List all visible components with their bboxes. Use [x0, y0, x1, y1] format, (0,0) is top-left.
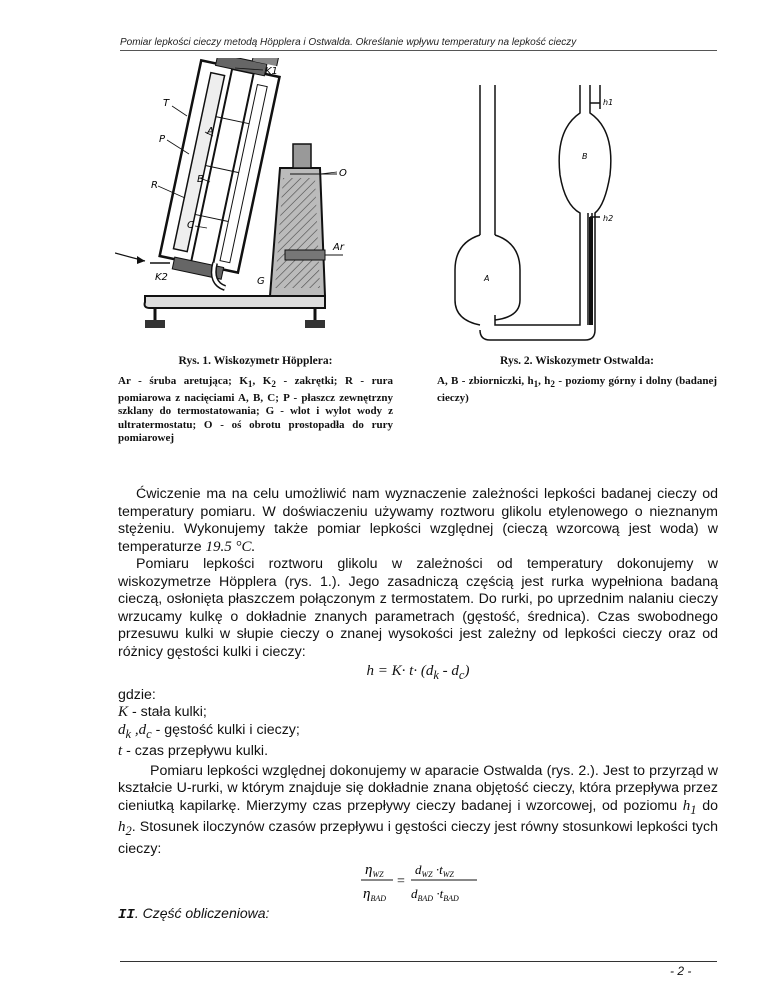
ostwald-viscometer-figure — [440, 85, 630, 350]
footer-rule — [120, 961, 717, 962]
paragraph-intro: Ćwiczenie ma na celu umożliwić nam wyznaczenie zależności lepkości badanej cieczy od temperatury pomiaru. W doświaczeniu używamy roztworu glikolu etylenowego o nieznanym stężeniu. Wykonujemy także pomiar lepkości względnej (cieczą wzorcową jest woda) w temperaturze 19.5 °C. — [118, 486, 718, 555]
label-h1: h1 — [603, 98, 614, 107]
def-d: $d_k$ $,d_c$ - gęstość kulki i cieczy; — [118, 721, 300, 741]
section-heading: II. Część obliczeniowa: — [118, 905, 270, 923]
svg-text:=: = — [397, 874, 405, 889]
figure2-title: Rys. 2. Wiskozymetr Ostwalda: — [500, 355, 654, 367]
formula-ostwald — [355, 858, 485, 904]
label-g: G — [257, 276, 265, 287]
svg-text:dBAD ·tBAD: $d_{BAD} \cdot t_{BAD}$ — [411, 886, 459, 903]
body-text — [118, 486, 718, 858]
def-t: t - czas przepływu kulki. — [118, 743, 269, 759]
running-header: Pomiar lepkości cieczy metodą Höpplera i Ostwalda. Określanie wpływu temperatury na lepkość cieczy — [120, 37, 717, 51]
where-label: gdzie: — [118, 686, 156, 703]
def-k: K - stała kulki; — [118, 704, 207, 720]
figure1-title: Rys. 1. Wiskozymetr Höpplera: — [178, 355, 333, 367]
label-h2: h2 — [603, 214, 614, 223]
label-bulb-a: A — [484, 274, 490, 283]
label-p: P — [159, 134, 166, 145]
figure1-caption: Ar - śruba aretująca; $K_1$, $K_2$ - zakrętki; R - rura pomiarowa z nacięciami A, B, C; P - płaszcz zewnętrzny szklany do termostatowania; G - wlot i wylot wody z ultratermostatu; O - oś obrotu prostopadła do rury pomiarowej — [118, 375, 393, 445]
label-ar: Ar — [333, 242, 344, 253]
label-b: B — [197, 174, 204, 185]
label-r: R — [151, 180, 158, 191]
label-t: T — [163, 98, 170, 109]
figure2-caption: A, B - zbiorniczki, $h_1$, $h_2$ - poziomy górny i dolny (badanej cieczy) — [437, 375, 717, 404]
label-o: O — [339, 168, 347, 179]
label-bulb-b: B — [582, 152, 588, 161]
label-a: A — [207, 126, 214, 137]
paragraph-ostwald: Pomiaru lepkości względnej dokonujemy w aparacie Ostwalda (rys. 2.). Jest to przyrząd w kształcie U-rurki, w którym znajduje się dokładnie znana objętość cieczy, która przepływa przez cieniutką kapilarkę. Mierzymy czas przepływy cieczy badanej i wzorcowej, od poziomu $h_1$ do $h_2$. Stosunek iloczynów czasów przepływu i gęstości cieczy jest równy stosunkowi lepkości tych cieczy: — [118, 762, 718, 857]
page-number: - 2 - — [670, 964, 692, 978]
hoppler-viscometer-figure — [115, 58, 355, 338]
svg-text:ηBAD: $\eta_{BAD}$ — [363, 886, 387, 903]
paragraph-hoppler: Pomiaru lepkości roztworu glikolu w zależności od temperatury dokonujemy w wiskozymetrze Höpplera (rys. 1.). Jego zasadniczą częścią jest rurka wypełniona badaną cieczą, osłonięta płaszczem połączonym z termostatem. Do rurki, po uprzednim nalaniu cieczy wrzucamy kulkę o dokładnie znanych parametrach (gęstość, średnica). Czas swobodnego przesuwu kulki w słupie cieczy o znanej wysokości jest zależny od lepkości cieczy oraz od różnicy gęstości kulki i cieczy: — [118, 556, 718, 660]
label-k2: K2 — [155, 272, 168, 283]
formula-hoppler: $h = K\cdot t\cdot (d_k - d_c)$ — [366, 663, 470, 682]
svg-text:ηWZ: $\eta_{WZ}$ — [365, 862, 384, 879]
label-c: C — [187, 220, 194, 231]
svg-text:dWZ ·tWZ: $d_{WZ} \cdot t_{WZ}$ — [415, 862, 454, 879]
label-k1: K1 — [265, 66, 278, 77]
